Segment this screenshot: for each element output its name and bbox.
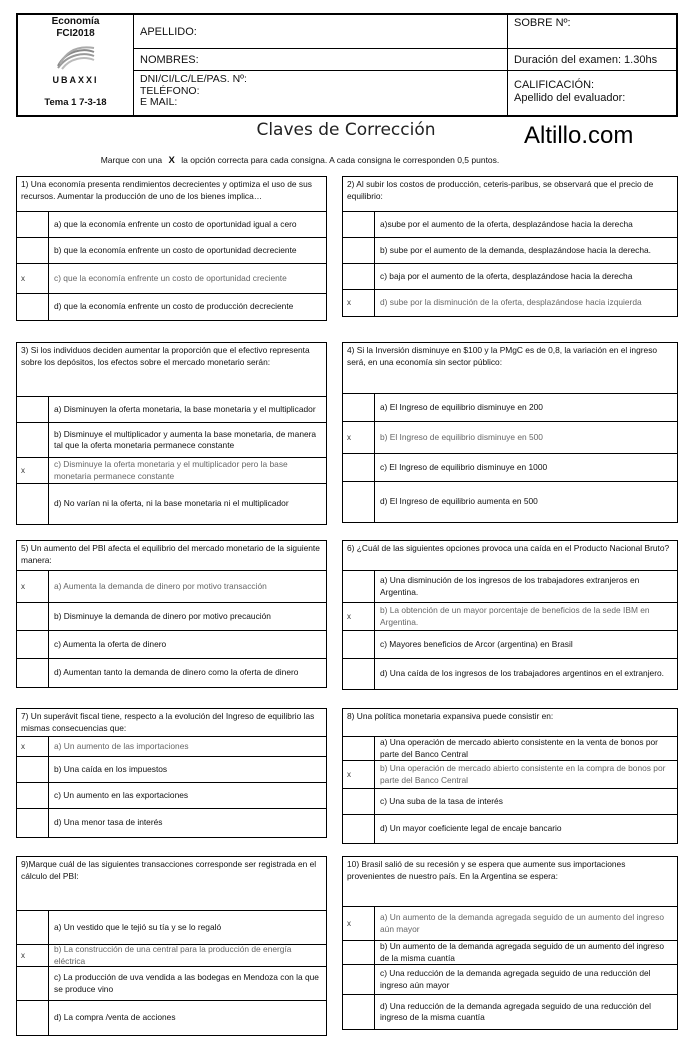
answer-mark-cell[interactable] bbox=[343, 394, 375, 421]
answer-text: a)sube por el aumento de la oferta, desplazándose hacia la derecha bbox=[380, 218, 633, 229]
answer-mark-cell[interactable]: x bbox=[343, 603, 375, 630]
answer-mark-cell[interactable] bbox=[17, 911, 49, 944]
answer-mark-cell[interactable] bbox=[343, 789, 375, 814]
answer-mark-cell[interactable] bbox=[17, 212, 49, 237]
contact-field[interactable] bbox=[134, 71, 507, 115]
answer-mark-cell[interactable] bbox=[343, 571, 375, 602]
answer-mark-cell[interactable]: x bbox=[17, 571, 49, 602]
answer-mark-cell[interactable] bbox=[17, 294, 49, 320]
answer-text: c) baja por el aumento de la oferta, desplazándose hacia la derecha bbox=[380, 270, 633, 281]
sobre-field[interactable]: SOBRE Nº: bbox=[508, 15, 676, 49]
answer-mark-cell[interactable]: x bbox=[343, 290, 375, 316]
answer-text: b) sube por el aumento de la demanda, desplazándose hacia la derecha. bbox=[380, 244, 651, 255]
answer-text: b) La construcción de una central para la producción de energía eléctrica bbox=[54, 945, 292, 966]
answer-text: a) Una disminución de los ingresos de los trabajadores extranjeros en Argentina. bbox=[380, 575, 640, 597]
answer-mark-cell[interactable] bbox=[17, 397, 49, 422]
answer-text: d) Una reducción de la demanda agregada seguido de una reducción del ingreso de la misma cuantía bbox=[380, 1000, 651, 1022]
question-7 bbox=[16, 708, 327, 838]
question-9 bbox=[16, 856, 327, 1036]
answer-option[interactable] bbox=[343, 737, 677, 761]
answer-option[interactable] bbox=[343, 394, 677, 422]
exam-header bbox=[16, 13, 678, 117]
question-text: 3) Si los individuos deciden aumentar la proporción que el efectivo representa sobre los depósitos, los efectos sobre el mercado monetario serán: bbox=[17, 343, 326, 397]
answer-text: d) que la economía enfrente un costo de producción decreciente bbox=[54, 301, 294, 312]
calificacion-label: CALIFICACIÓN: bbox=[514, 79, 595, 91]
answer-mark-cell[interactable] bbox=[343, 212, 375, 237]
answer-option[interactable] bbox=[343, 789, 677, 815]
header-student-block bbox=[134, 15, 508, 115]
answer-text: a) Aumenta la demanda de dinero por motivo transacción bbox=[54, 580, 267, 591]
subject-name: Economía bbox=[51, 16, 100, 27]
answer-mark-cell[interactable] bbox=[343, 659, 375, 689]
answer-mark-cell[interactable]: x bbox=[17, 264, 49, 293]
answer-text: b) que la economía enfrente un costo de oportunidad decreciente bbox=[54, 244, 297, 255]
answer-option[interactable] bbox=[17, 1001, 326, 1035]
question-6 bbox=[342, 540, 678, 690]
answer-text: d) Un mayor coeficiente legal de encaje bancario bbox=[380, 823, 562, 834]
question-3 bbox=[16, 342, 327, 525]
question-text: 4) Si la Inversión disminuye en $100 y la PMgC es de 0,8, la variación en el ingreso será, en una economía sin sector público: bbox=[343, 343, 677, 394]
answer-mark-cell[interactable] bbox=[343, 995, 375, 1029]
answer-mark-cell[interactable]: x bbox=[17, 945, 49, 966]
answer-option[interactable] bbox=[17, 783, 326, 809]
answer-text: d) Aumentan tanto la demanda de dinero como la oferta de dinero bbox=[54, 667, 299, 678]
answer-text: d) El Ingreso de equilibrio aumenta en 500 bbox=[380, 496, 538, 507]
answer-text: d) Una caída de los ingresos de los trabajadores argentinos en el extranjero. bbox=[380, 668, 664, 679]
answer-mark-cell[interactable] bbox=[343, 631, 375, 658]
answer-mark-cell[interactable] bbox=[17, 1001, 49, 1035]
answer-text: b) Una caída en los impuestos bbox=[54, 763, 168, 774]
answer-option[interactable] bbox=[343, 422, 677, 454]
question-text: 7) Un superávit fiscal tiene, respecto a la evolución del Ingreso de equilibrio las mismas consecuencias que: bbox=[17, 709, 326, 737]
header-exam-block bbox=[508, 15, 676, 115]
answer-text: c) El Ingreso de equilibrio disminuye en 1000 bbox=[380, 461, 548, 472]
exam-tema: Tema 1 7-3-18 bbox=[44, 97, 107, 108]
answer-mark-cell[interactable]: x bbox=[343, 907, 375, 940]
instructions bbox=[0, 155, 600, 166]
watermark: Altillo.com bbox=[524, 122, 634, 149]
answer-option[interactable] bbox=[343, 482, 677, 522]
answer-option[interactable] bbox=[343, 454, 677, 482]
answer-text: c) La producción de uva vendida a las bodegas en Mendoza con la que se produce vino bbox=[54, 972, 319, 994]
instructions-post: la opción correcta para cada consigna. A cada consigna le corresponden 0,5 puntos. bbox=[181, 155, 500, 165]
answer-option[interactable] bbox=[343, 907, 677, 941]
header-course-block bbox=[18, 15, 134, 115]
answer-mark-cell[interactable] bbox=[17, 631, 49, 658]
answer-mark-cell[interactable] bbox=[343, 815, 375, 843]
answer-text: b) La obtención de un mayor porcentaje de beneficios de la sede IBM en Argentina. bbox=[380, 605, 650, 627]
answer-mark-cell[interactable]: x bbox=[343, 761, 375, 788]
answer-option[interactable] bbox=[17, 264, 326, 294]
question-text: 2) Al subir los costos de producción, ceteris-paribus, se observará que el precio de equilibrio: bbox=[343, 177, 677, 212]
answer-option[interactable] bbox=[17, 423, 326, 458]
answer-option[interactable] bbox=[17, 458, 326, 484]
answer-option[interactable] bbox=[343, 290, 677, 316]
answer-text: c) que la economía enfrente un costo de oportunidad creciente bbox=[54, 272, 287, 283]
answer-mark-cell[interactable] bbox=[17, 783, 49, 808]
answer-option[interactable] bbox=[343, 212, 677, 238]
answer-text: b) Disminuye la demanda de dinero por motivo precaución bbox=[54, 610, 271, 621]
answer-text: d) La compra /venta de acciones bbox=[54, 1012, 176, 1023]
answer-option[interactable] bbox=[343, 815, 677, 843]
answer-text: a) Disminuyen la oferta monetaria, la base monetaria y el multiplicador bbox=[54, 403, 316, 414]
answer-mark-cell[interactable] bbox=[343, 965, 375, 994]
answer-option[interactable] bbox=[17, 571, 326, 603]
answer-mark-cell[interactable] bbox=[343, 482, 375, 522]
answer-mark-cell[interactable] bbox=[343, 941, 375, 964]
answer-option[interactable] bbox=[17, 757, 326, 783]
question-text: 8) Una política monetaria expansiva puede consistir en: bbox=[343, 709, 677, 737]
dni-label: DNI/CI/LC/LE/PAS. Nº: bbox=[140, 73, 247, 85]
answer-mark-cell[interactable] bbox=[343, 737, 375, 760]
telefono-label: TELÉFONO: bbox=[140, 84, 200, 97]
answer-text: c) Una suba de la tasa de interés bbox=[380, 795, 503, 806]
answer-text: c) Un aumento en las exportaciones bbox=[54, 789, 189, 800]
answer-option[interactable] bbox=[343, 264, 677, 290]
answer-mark-cell[interactable]: x bbox=[343, 422, 375, 453]
answer-option[interactable] bbox=[17, 294, 326, 320]
answer-mark-cell[interactable]: x bbox=[17, 737, 49, 756]
answer-option[interactable] bbox=[343, 571, 677, 603]
answer-text: d) No varían ni la oferta, ni la base monetaria ni el multiplicador bbox=[54, 498, 289, 509]
answer-text: d) sube por la disminución de la oferta, desplazándose hacia izquierda bbox=[380, 297, 642, 308]
duracion-label: Duración del examen: 1.30hs bbox=[508, 49, 676, 71]
answer-mark-cell[interactable] bbox=[17, 659, 49, 687]
answer-option[interactable] bbox=[343, 631, 677, 659]
page-title: Claves de Corrección bbox=[256, 120, 436, 140]
answer-option[interactable] bbox=[17, 397, 326, 423]
question-8 bbox=[342, 708, 678, 844]
answer-text: a) Un aumento de las importaciones bbox=[54, 740, 189, 751]
question-2 bbox=[342, 176, 678, 317]
answer-text: c) Una reducción de la demanda agregada seguido de una reducción del ingreso aún mayor bbox=[380, 968, 651, 990]
answer-option[interactable] bbox=[17, 603, 326, 631]
answer-option[interactable] bbox=[17, 484, 326, 524]
answer-text: a) Un aumento de la demanda agregada seguido de un aumento del ingreso aún mayor bbox=[380, 912, 665, 934]
answer-text: c) Disminuye la oferta monetaria y el multiplicador pero la base monetaria permanece constante bbox=[54, 459, 288, 481]
answer-text: d) Una menor tasa de interés bbox=[54, 817, 163, 828]
question-text: 1) Una economía presenta rendimientos decrecientes y optimiza el uso de sus recursos. Aumentar la producción de uno de los bienes implica… bbox=[17, 177, 326, 212]
answer-mark-cell[interactable] bbox=[17, 423, 49, 457]
answer-text: b) Una operación de mercado abierto consistente en la compra de bonos por parte del Banco Central bbox=[380, 763, 666, 785]
answer-mark-cell[interactable] bbox=[343, 238, 375, 263]
answer-text: a) Una operación de mercado abierto consistente en la venta de bonos por parte del Banco Central bbox=[380, 737, 658, 759]
question-text: 9)Marque cuál de las siguientes transacciones corresponde ser registrada en el cálculo del PBI: bbox=[17, 857, 326, 911]
answer-mark-cell[interactable] bbox=[17, 603, 49, 630]
course-code: FCI2018 bbox=[56, 28, 95, 39]
answer-option[interactable] bbox=[17, 911, 326, 945]
answer-text: a) El Ingreso de equilibrio disminuye en 200 bbox=[380, 401, 543, 412]
answer-option[interactable] bbox=[17, 659, 326, 687]
question-1 bbox=[16, 176, 327, 321]
instructions-pre: Marque con una bbox=[100, 155, 163, 165]
answer-mark-cell[interactable] bbox=[17, 484, 49, 524]
answer-text: a) Un vestido que le tejió su tía y se lo regaló bbox=[54, 921, 222, 932]
answer-text: c) Mayores beneficios de Arcor (argentina) en Brasil bbox=[380, 638, 573, 649]
answer-text: a) que la economía enfrente un costo de oportunidad igual a cero bbox=[54, 218, 297, 229]
answer-option[interactable] bbox=[343, 995, 677, 1029]
ubaxxi-logo-icon bbox=[54, 46, 98, 70]
email-label: E MAIL: bbox=[140, 96, 178, 108]
question-text: 10) Brasil salió de su recesión y se espera que aumente sus importaciones provenientes de nuestro país. En la Argentina se espera: bbox=[343, 857, 677, 907]
answer-option[interactable] bbox=[17, 737, 326, 757]
answer-text: b) Disminuye el multiplicador y aumenta la base monetaria, de manera tal que la oferta monetaria permanece constante bbox=[54, 428, 317, 450]
question-text: 5) Un aumento del PBI afecta el equilibrio del mercado monetario de la siguiente manera: bbox=[17, 541, 326, 571]
evaluador-label: Apellido del evaluador: bbox=[514, 92, 626, 104]
answer-option[interactable] bbox=[343, 238, 677, 264]
answer-option[interactable] bbox=[343, 659, 677, 689]
question-5 bbox=[16, 540, 327, 688]
calificacion-field[interactable] bbox=[508, 71, 676, 115]
answer-option[interactable] bbox=[343, 965, 677, 995]
answer-mark-cell[interactable] bbox=[17, 238, 49, 263]
answer-mark-cell[interactable] bbox=[17, 809, 49, 837]
question-10 bbox=[342, 856, 678, 1030]
answer-option[interactable] bbox=[343, 761, 677, 789]
answer-mark-cell[interactable] bbox=[17, 757, 49, 782]
answer-option[interactable] bbox=[17, 631, 326, 659]
answer-mark-cell[interactable] bbox=[17, 967, 49, 1000]
apellido-field[interactable]: APELLIDO: bbox=[134, 15, 507, 49]
question-4 bbox=[342, 342, 678, 523]
question-text: 6) ¿Cuál de las siguientes opciones provoca una caída en el Producto Nacional Bruto? bbox=[343, 541, 677, 571]
answer-option[interactable] bbox=[343, 603, 677, 631]
answer-option[interactable] bbox=[17, 809, 326, 837]
answer-option[interactable] bbox=[343, 941, 677, 965]
answer-text: b) El Ingreso de equilibrio disminuye en 500 bbox=[380, 431, 543, 442]
answer-option[interactable] bbox=[17, 967, 326, 1001]
answer-option[interactable] bbox=[17, 212, 326, 238]
answer-text: b) Un aumento de la demanda agregada seguido de un aumento del ingreso de la misma cuantía bbox=[380, 941, 665, 963]
answer-option[interactable] bbox=[17, 945, 326, 967]
logo-text: UBAXXI bbox=[52, 75, 99, 85]
answer-option[interactable] bbox=[17, 238, 326, 264]
instructions-mark: X bbox=[168, 155, 175, 166]
nombres-field[interactable]: NOMBRES: bbox=[134, 49, 507, 71]
answer-mark-cell[interactable] bbox=[343, 454, 375, 481]
answer-text: c) Aumenta la oferta de dinero bbox=[54, 638, 167, 649]
answer-mark-cell[interactable] bbox=[343, 264, 375, 289]
answer-mark-cell[interactable]: x bbox=[17, 458, 49, 483]
